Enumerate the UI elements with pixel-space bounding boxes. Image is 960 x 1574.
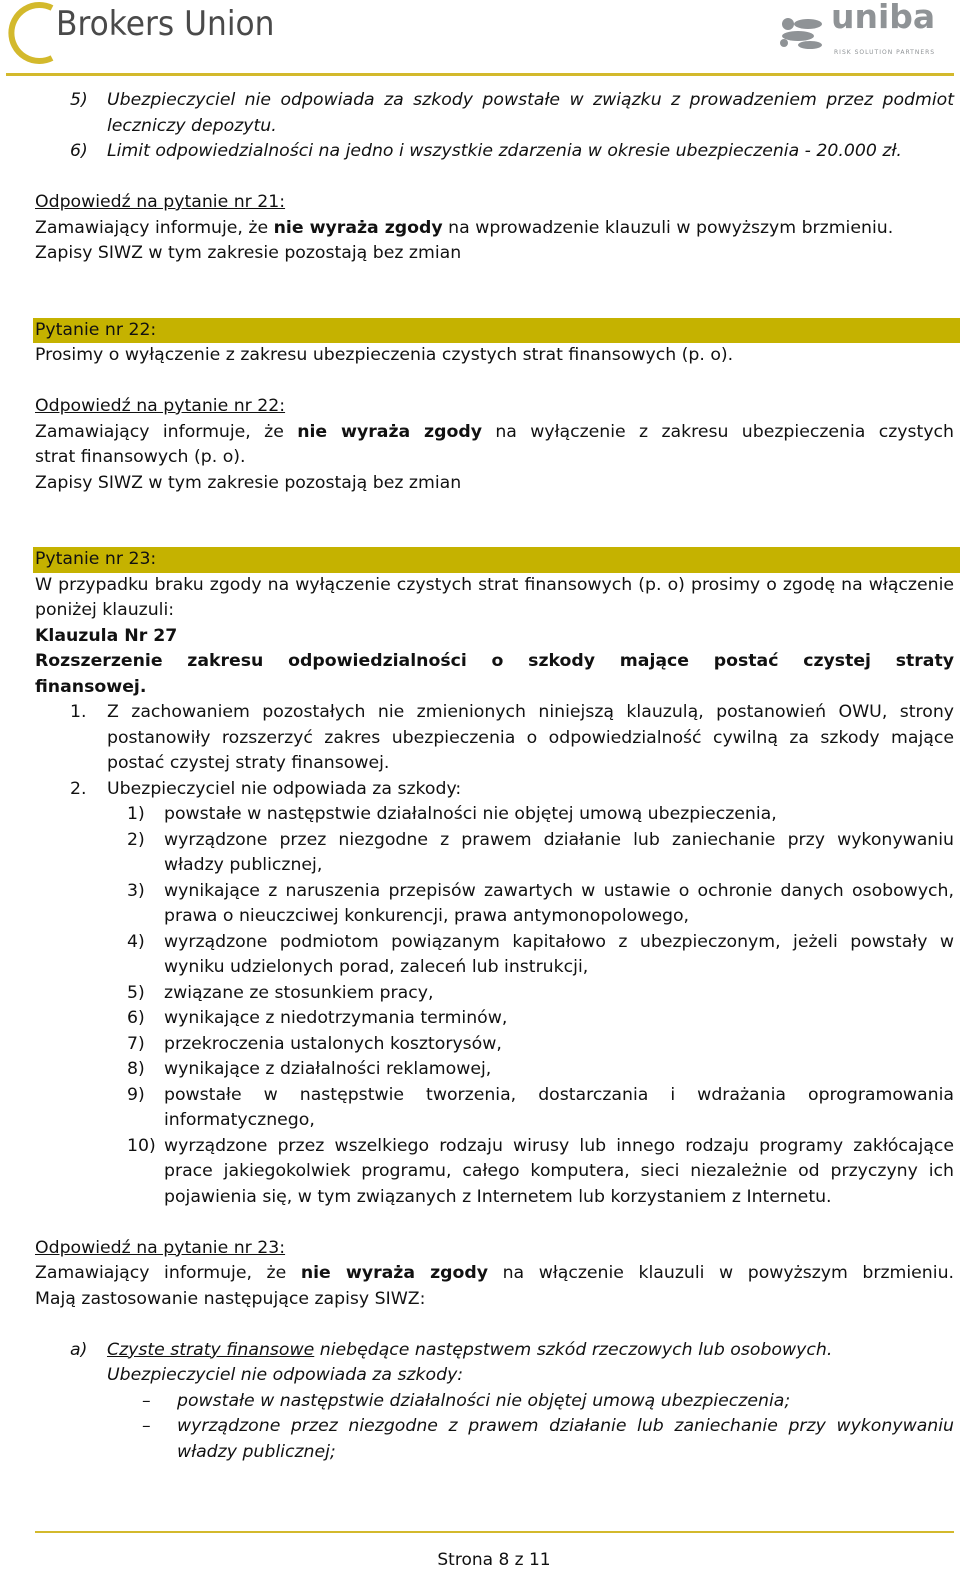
answer-23-line2: Mają zastosowanie następujące zapisy SIWZ:: [35, 1288, 426, 1309]
siwz-item-text: Czyste straty finansowe niebędące następstwem szkód rzeczowych lub osobowych.: [107, 1339, 833, 1360]
sub-list-text: wynikające z niedotrzymania terminów,: [164, 1008, 508, 1028]
siwz-item-a: [35, 1338, 954, 1389]
sub-list-text: wynikające z działalności reklamowej,: [164, 1059, 492, 1079]
sub-list-item: [35, 828, 954, 879]
list-item-text: Limit odpowiedzialności na jedno i wszystkie zdarzenia w okresie ubezpieczenia - 20.000 zł.: [107, 141, 902, 161]
document-body: [35, 88, 954, 1465]
clause-point-number: 2.: [70, 778, 87, 799]
answer-21-heading: Odpowiedź na pytanie nr 21:: [35, 192, 286, 212]
clause-subtitle-cont: finansowej.: [35, 676, 147, 697]
uniba-dots-icon: [776, 14, 828, 50]
question-23-heading: Pytanie nr 23:: [33, 547, 960, 573]
clause-point-number: 1.: [70, 702, 87, 722]
footer-divider: [35, 1531, 954, 1533]
header-divider: [6, 73, 954, 76]
sub-list-item: [35, 879, 954, 930]
page-number: Strona 8 z 11: [437, 1550, 551, 1570]
list-item-number: 5): [70, 90, 88, 110]
clause-point: [35, 777, 954, 803]
siwz-dash-item: [35, 1414, 954, 1465]
uniba-logo-subtitle: RISK SOLUTION PARTNERS: [834, 49, 936, 56]
sub-list-item: [35, 802, 954, 828]
sub-list-text: wyrządzone podmiotom powiązanym kapitałowo z ubezpieczonym, jeżeli powstały w wyniku udzielonych porad, zaleceń lub instrukcji,: [164, 931, 954, 977]
answer-21-note: Zapisy SIWZ w tym zakresie pozostają bez zmian: [35, 243, 462, 263]
question-22-text: Prosimy o wyłączenie z zakresu ubezpieczenia czystych strat finansowych (p. o).: [35, 345, 734, 365]
sub-list-number: 1): [127, 804, 145, 824]
brokers-union-logo: [6, 2, 306, 64]
sub-list-number: 10): [127, 1135, 156, 1156]
sub-list-number: 3): [127, 880, 145, 901]
sub-list-text: przekroczenia ustalonych kosztorysów,: [164, 1033, 502, 1054]
sub-list-text: powstałe w następstwie działalności nie objętej umową ubezpieczenia,: [164, 804, 777, 824]
list-item: [35, 88, 954, 139]
sub-list-text: wynikające z naruszenia przepisów zawartych w ustawie o ochronie danych osobowych, prawa o nieuczciwej konkurencji, prawa antymonopolowego,: [164, 880, 954, 926]
dash-item-text: powstałe w następstwie działalności nie objętej umową ubezpieczenia;: [177, 1390, 791, 1411]
list-item-text: Ubezpieczyciel nie odpowiada za szkody powstałe w związku z prowadzeniem przez podmiot leczniczy depozytu.: [107, 90, 954, 136]
answer-21-text: Zamawiający informuje, że nie wyraża zgody na wprowadzenie klauzuli w powyższym brzmieniu.: [35, 217, 894, 238]
list-item-number: 6): [70, 141, 88, 161]
list-item: [35, 139, 954, 165]
sub-list-text: wyrządzone przez niezgodne z prawem działanie lub zaniechanie przy wykonywaniu władzy publicznej,: [164, 829, 954, 875]
question-23-text: W przypadku braku zgody na wyłączenie czystych strat finansowych (p. o) prosimy o zgodę na włączenie poniżej klauzuli:: [35, 574, 954, 620]
sub-list-number: 4): [127, 931, 145, 952]
sub-list-item: [35, 1083, 954, 1134]
brokers-union-logo-text: Brokers Union: [56, 4, 275, 44]
answer-23-text: Zamawiający informuje, że nie wyraża zgody na włączenie klauzuli w powyższym brzmieniu.: [35, 1263, 955, 1283]
brokers-union-arc-icon: [6, 2, 62, 64]
dash-mark: –: [142, 1416, 151, 1436]
clause-point-text: Ubezpieczyciel nie odpowiada za szkody:: [107, 778, 462, 799]
answer-22-heading: Odpowiedź na pytanie nr 22:: [35, 396, 286, 416]
sub-list-item: [35, 1032, 954, 1058]
sub-list-number: 7): [127, 1033, 145, 1054]
question-22-heading: Pytanie nr 22:: [33, 318, 960, 344]
sub-list-text: powstałe w następstwie tworzenia, dostarczania i wdrażania oprogramowania informatycznego,: [164, 1084, 954, 1130]
siwz-item-number: a): [70, 1339, 88, 1360]
sub-list-item: [35, 1057, 954, 1083]
sub-list-text: związane ze stosunkiem pracy,: [164, 982, 434, 1003]
dash-item-text: wyrządzone przez niezgodne z prawem działanie lub zaniechanie przy wykonywaniu władzy publicznej;: [177, 1416, 954, 1462]
sub-list-item: [35, 930, 954, 981]
page-header: [0, 0, 960, 74]
clause-point: [35, 700, 954, 777]
clause-subtitle: Rozszerzenie zakresu odpowiedzialności o szkody mające postać czystej straty: [35, 651, 954, 671]
sub-list-text: wyrządzone przez wszelkiego rodzaju wirusy lub innego rodzaju programy zakłócające prace jakiegokolwiek programu, całego komputera, sieci niezależnie od przyczyny ich pojawienia się, w tym związanych z Internetem lub korzystaniem z Internetu.: [164, 1135, 954, 1207]
uniba-logo: [776, 0, 936, 56]
clause-title: Klauzula Nr 27: [35, 625, 178, 646]
siwz-item-text-cont: Ubezpieczyciel nie odpowiada za szkody:: [107, 1365, 464, 1385]
sub-list-number: 8): [127, 1059, 145, 1079]
clause-point-text: Z zachowaniem pozostałych nie zmienionych niniejszą klauzulą, postanowień OWU, strony postanowiły rozszerzyć zakres ubezpieczenia o odpowiedzialność cywilną za szkody mające postać czystej straty finansowej.: [107, 702, 954, 773]
sub-list-number: 6): [127, 1008, 145, 1028]
sub-list-item: [35, 1134, 954, 1211]
sub-list-number: 9): [127, 1084, 145, 1105]
sub-list-number: 2): [127, 829, 145, 850]
siwz-dash-item: [35, 1389, 954, 1415]
answer-22-note: Zapisy SIWZ w tym zakresie pozostają bez zmian: [35, 472, 462, 493]
answer-22-text: Zamawiający informuje, że nie wyraża zgody na wyłączenie z zakresu ubezpieczenia czystych: [35, 421, 954, 442]
answer-22-text-cont: strat finansowych (p. o).: [35, 447, 246, 467]
sub-list-item: [35, 981, 954, 1007]
answer-23-heading: Odpowiedź na pytanie nr 23:: [35, 1237, 286, 1258]
sub-list-number: 5): [127, 982, 145, 1003]
dash-mark: –: [142, 1390, 151, 1411]
sub-list-item: [35, 1006, 954, 1032]
uniba-logo-text: uniba: [831, 0, 936, 36]
